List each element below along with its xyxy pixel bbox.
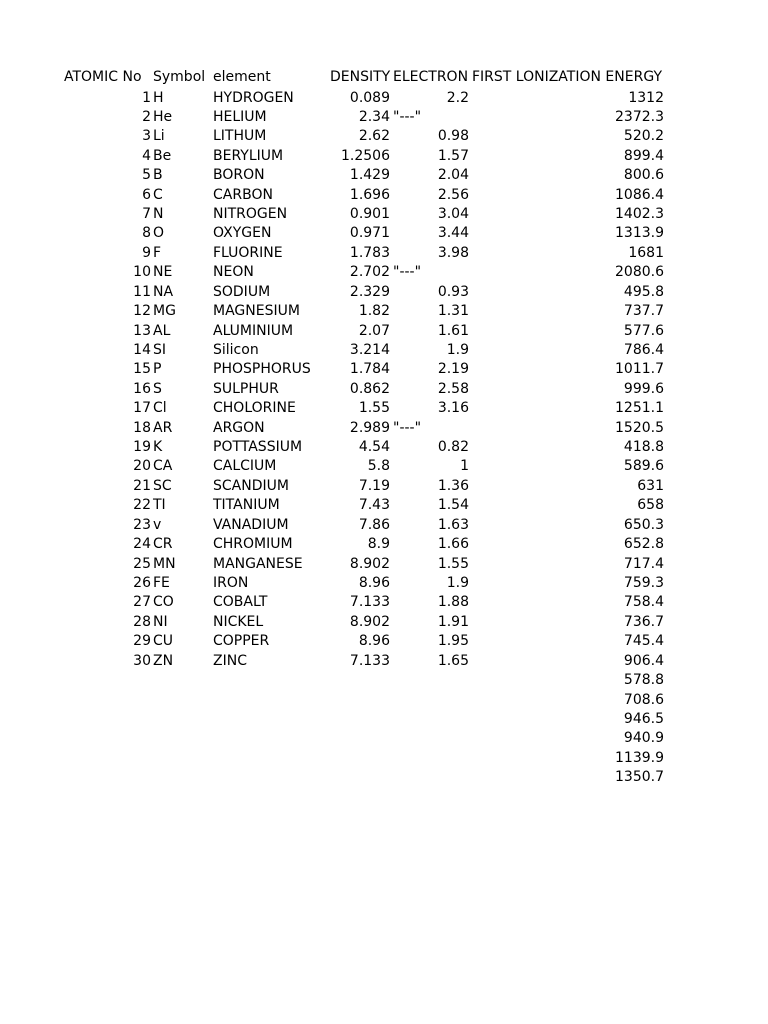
cell-atomic-no: 30 bbox=[133, 652, 151, 669]
cell-atomic-no: 14 bbox=[133, 341, 151, 358]
cell-ionization-energy: 786.4 bbox=[623, 341, 664, 358]
cell-element: MAGNESIUM bbox=[213, 303, 300, 320]
table-row bbox=[0, 283, 768, 302]
cell-atomic-no: 8 bbox=[142, 225, 151, 242]
cell-symbol: Li bbox=[153, 128, 165, 145]
cell-ionization-energy: 577.6 bbox=[623, 322, 664, 339]
cell-density: 8.902 bbox=[349, 613, 390, 630]
cell-density: 7.133 bbox=[349, 652, 390, 669]
cell-symbol: F bbox=[153, 244, 162, 261]
cell-density: 8.902 bbox=[349, 555, 390, 572]
cell-element: ARGON bbox=[213, 419, 265, 436]
cell-electronegativity: 3.44 bbox=[437, 225, 469, 242]
cell-density: 0.862 bbox=[349, 380, 390, 397]
cell-electronegativity: 2.04 bbox=[437, 167, 469, 184]
cell-density: 1.55 bbox=[358, 400, 390, 417]
cell-density: 8.96 bbox=[358, 633, 390, 650]
cell-symbol: NA bbox=[153, 283, 174, 300]
cell-symbol: MN bbox=[153, 555, 176, 572]
cell-ionization-energy: 589.6 bbox=[623, 458, 664, 475]
cell-symbol: He bbox=[153, 108, 173, 125]
cell-atomic-no: 10 bbox=[133, 264, 151, 281]
cell-electronegativity: 0.98 bbox=[437, 128, 469, 145]
cell-ionization-energy: 1313.9 bbox=[615, 225, 664, 242]
table-row bbox=[0, 729, 768, 748]
cell-symbol: K bbox=[153, 439, 163, 456]
cell-electronegativity: 2.19 bbox=[437, 361, 469, 378]
cell-symbol: H bbox=[153, 89, 164, 106]
cell-element: POTTASSIUM bbox=[213, 439, 303, 456]
cell-element: LITHUM bbox=[213, 128, 267, 145]
cell-atomic-no: 23 bbox=[133, 516, 151, 533]
cell-symbol: C bbox=[153, 186, 163, 203]
table-row bbox=[0, 613, 768, 632]
cell-atomic-no: 6 bbox=[142, 186, 151, 203]
cell-atomic-no: 17 bbox=[133, 400, 151, 417]
table-row bbox=[0, 768, 768, 787]
cell-ionization-energy: 1520.5 bbox=[615, 419, 664, 436]
cell-electronegativity: 1.66 bbox=[437, 536, 469, 553]
cell-density: 8.9 bbox=[367, 536, 390, 553]
cell-element: COBALT bbox=[213, 594, 268, 611]
cell-atomic-no: 15 bbox=[133, 361, 151, 378]
cell-element: CARBON bbox=[213, 186, 273, 203]
table-row bbox=[0, 224, 768, 243]
table-row bbox=[0, 108, 768, 127]
cell-ionization-energy: 999.6 bbox=[623, 380, 664, 397]
cell-density: 0.089 bbox=[349, 89, 390, 106]
cell-ionization-energy: 578.8 bbox=[623, 672, 664, 689]
cell-electronegativity: 1.31 bbox=[437, 303, 469, 320]
cell-ionization-energy: 800.6 bbox=[623, 167, 664, 184]
cell-atomic-no: 22 bbox=[133, 497, 151, 514]
cell-atomic-no: 11 bbox=[133, 283, 151, 300]
table-row bbox=[0, 516, 768, 535]
cell-electronegativity: 1.55 bbox=[437, 555, 469, 572]
cell-element: PHOSPHORUS bbox=[213, 361, 311, 378]
cell-atomic-no: 19 bbox=[133, 439, 151, 456]
cell-ionization-energy: 759.3 bbox=[623, 575, 664, 591]
cell-element: ZINC bbox=[213, 652, 247, 669]
cell-ionization-energy: 1681 bbox=[628, 244, 664, 261]
header-atomic-no: ATOMIC No bbox=[64, 69, 142, 85]
cell-atomic-no: 28 bbox=[133, 613, 151, 630]
table-row bbox=[0, 360, 768, 379]
table-row bbox=[0, 127, 768, 146]
table-row bbox=[0, 419, 768, 438]
cell-element: Silicon bbox=[213, 341, 259, 358]
header-ionization-energy: FIRST LONIZATION ENERGY bbox=[472, 69, 663, 85]
table-row bbox=[0, 380, 768, 399]
cell-electronegativity: 1.65 bbox=[437, 652, 469, 669]
cell-atomic-no: 16 bbox=[133, 380, 151, 397]
cell-ionization-energy: 1312 bbox=[628, 89, 664, 106]
cell-electronegativity: 1.9 bbox=[446, 575, 469, 591]
table-row bbox=[0, 496, 768, 515]
cell-electronegativity: 3.98 bbox=[437, 244, 469, 261]
cell-atomic-no: 21 bbox=[133, 477, 151, 494]
cell-density: 7.86 bbox=[358, 516, 390, 533]
table-row bbox=[0, 263, 768, 282]
table-row bbox=[0, 710, 768, 729]
cell-atomic-no: 1 bbox=[142, 89, 151, 106]
table-row bbox=[0, 341, 768, 360]
cell-atomic-no: 18 bbox=[133, 419, 151, 436]
cell-element: BORON bbox=[213, 167, 265, 184]
table-row bbox=[0, 555, 768, 574]
cell-element: COPPER bbox=[213, 633, 270, 650]
cell-element: CALCIUM bbox=[213, 458, 277, 475]
cell-density: 4.54 bbox=[358, 439, 390, 456]
cell-electronegativity: 1.88 bbox=[437, 594, 469, 611]
cell-ionization-energy: 1402.3 bbox=[615, 206, 664, 223]
cell-electronegativity: 3.04 bbox=[437, 206, 469, 223]
cell-density: 2.62 bbox=[358, 128, 390, 145]
cell-ionization-energy: 1086.4 bbox=[615, 186, 664, 203]
cell-ionization-energy: 708.6 bbox=[623, 691, 664, 708]
cell-ionization-energy: 1011.7 bbox=[615, 361, 664, 378]
cell-electronegativity: 1.36 bbox=[437, 477, 469, 494]
cell-symbol: AR bbox=[153, 419, 173, 436]
cell-element: HELIUM bbox=[213, 108, 267, 125]
cell-element: IRON bbox=[213, 575, 249, 591]
cell-element: MANGANESE bbox=[213, 555, 303, 572]
cell-element: TITANIUM bbox=[213, 497, 280, 514]
cell-symbol: FE bbox=[153, 575, 170, 591]
header-density: DENSITY bbox=[330, 69, 391, 85]
cell-electronegativity: 0.82 bbox=[437, 439, 469, 456]
cell-density: 1.429 bbox=[349, 167, 390, 184]
table-row bbox=[0, 652, 768, 671]
cell-symbol: CU bbox=[153, 633, 174, 650]
cell-element: CHROMIUM bbox=[213, 536, 293, 553]
cell-density: 8.96 bbox=[358, 575, 390, 591]
cell-atomic-no: 9 bbox=[142, 244, 151, 261]
cell-atomic-no: 12 bbox=[133, 303, 151, 320]
cell-density: 2.329 bbox=[349, 283, 390, 300]
cell-symbol: O bbox=[153, 225, 165, 242]
cell-element: FLUORINE bbox=[213, 244, 283, 261]
cell-density: 7.133 bbox=[349, 594, 390, 611]
cell-symbol: Be bbox=[153, 147, 172, 164]
cell-ionization-energy: 717.4 bbox=[623, 555, 664, 572]
cell-density: 2.34 bbox=[358, 108, 390, 125]
cell-atomic-no: 20 bbox=[133, 458, 151, 475]
cell-density: 1.2506 bbox=[341, 147, 390, 164]
header-element: element bbox=[213, 69, 271, 85]
cell-density: 1.784 bbox=[349, 361, 390, 378]
cell-density: 7.19 bbox=[358, 477, 390, 494]
cell-electronegativity: 3.16 bbox=[437, 400, 469, 417]
cell-electronegativity: 0.93 bbox=[437, 283, 469, 300]
cell-ionization-energy: 520.2 bbox=[623, 128, 664, 145]
cell-ionization-energy: 1251.1 bbox=[615, 400, 664, 417]
cell-ionization-energy: 940.9 bbox=[623, 730, 664, 747]
cell-electronegativity: 1.57 bbox=[437, 147, 469, 164]
cell-ionization-energy: 758.4 bbox=[623, 594, 664, 611]
cell-atomic-no: 24 bbox=[133, 536, 151, 553]
header-symbol: Symbol bbox=[153, 69, 206, 85]
cell-electronegativity: 1.54 bbox=[437, 497, 469, 514]
table-row bbox=[0, 438, 768, 457]
cell-ionization-energy: 2372.3 bbox=[615, 108, 664, 125]
cell-electronegativity: 1.95 bbox=[437, 633, 469, 650]
cell-atomic-no: 5 bbox=[142, 167, 151, 184]
cell-symbol: NE bbox=[153, 264, 173, 281]
cell-ionization-energy: 899.4 bbox=[623, 147, 664, 164]
cell-symbol: SI bbox=[153, 341, 167, 358]
cell-element: VANADIUM bbox=[213, 516, 289, 533]
cell-ionization-energy: 658 bbox=[637, 497, 664, 514]
table-row bbox=[0, 399, 768, 418]
cell-ionization-energy: 906.4 bbox=[623, 652, 664, 669]
cell-density: 5.8 bbox=[367, 458, 390, 475]
cell-symbol: P bbox=[153, 361, 162, 378]
cell-density: 7.43 bbox=[358, 497, 390, 514]
cell-symbol: Cl bbox=[153, 400, 167, 417]
header-electron: ELECTRON bbox=[393, 69, 469, 85]
cell-element: NICKEL bbox=[213, 613, 264, 630]
cell-density: 2.989 bbox=[349, 419, 390, 436]
table-row bbox=[0, 457, 768, 476]
cell-ionization-energy: 418.8 bbox=[623, 439, 664, 456]
cell-density: 1.82 bbox=[358, 303, 390, 320]
cell-ionization-energy: 495.8 bbox=[623, 283, 664, 300]
cell-ionization-energy: 631 bbox=[637, 477, 664, 494]
cell-electronegativity: "---" bbox=[393, 108, 422, 125]
table-row bbox=[0, 244, 768, 263]
cell-atomic-no: 7 bbox=[142, 206, 151, 223]
cell-symbol: NI bbox=[153, 613, 168, 630]
table-row bbox=[0, 535, 768, 554]
cell-density: 3.214 bbox=[349, 341, 390, 358]
table-row bbox=[0, 89, 768, 108]
cell-symbol: TI bbox=[153, 497, 166, 514]
cell-density: 1.696 bbox=[349, 186, 390, 203]
cell-element: CHOLORINE bbox=[213, 400, 296, 417]
table-row bbox=[0, 147, 768, 166]
cell-symbol: CR bbox=[153, 536, 173, 553]
table-row bbox=[0, 749, 768, 768]
cell-element: SCANDIUM bbox=[213, 477, 289, 494]
cell-atomic-no: 3 bbox=[142, 128, 151, 145]
table-row bbox=[0, 322, 768, 341]
cell-atomic-no: 26 bbox=[133, 575, 151, 591]
cell-symbol: v bbox=[153, 516, 162, 533]
cell-atomic-no: 13 bbox=[133, 322, 151, 339]
cell-density: 0.971 bbox=[349, 225, 390, 242]
cell-ionization-energy: 2080.6 bbox=[615, 264, 664, 281]
cell-symbol: B bbox=[153, 167, 163, 184]
cell-symbol: AL bbox=[153, 322, 171, 339]
cell-electronegativity: "---" bbox=[393, 419, 422, 436]
table-row bbox=[0, 205, 768, 224]
cell-symbol: N bbox=[153, 206, 164, 223]
cell-electronegativity: 2.58 bbox=[437, 380, 469, 397]
cell-ionization-energy: 745.4 bbox=[623, 633, 664, 650]
table-row bbox=[0, 691, 768, 710]
cell-ionization-energy: 946.5 bbox=[623, 710, 664, 727]
cell-ionization-energy: 737.7 bbox=[623, 303, 664, 320]
cell-symbol: CA bbox=[153, 458, 173, 475]
cell-ionization-energy: 1350.7 bbox=[615, 769, 664, 786]
table-row bbox=[0, 574, 768, 593]
table-row bbox=[0, 302, 768, 321]
cell-symbol: S bbox=[153, 380, 162, 397]
cell-ionization-energy: 736.7 bbox=[623, 613, 664, 630]
cell-electronegativity: 1.91 bbox=[437, 613, 469, 630]
cell-element: BERYLIUM bbox=[213, 147, 284, 164]
cell-atomic-no: 25 bbox=[133, 555, 151, 572]
table-row bbox=[0, 671, 768, 690]
cell-electronegativity: "---" bbox=[393, 264, 422, 281]
cell-element: OXYGEN bbox=[213, 225, 272, 242]
cell-electronegativity: 1.63 bbox=[437, 516, 469, 533]
cell-element: SODIUM bbox=[213, 283, 271, 300]
cell-electronegativity: 1.9 bbox=[446, 341, 469, 358]
cell-electronegativity: 1 bbox=[460, 458, 469, 475]
cell-symbol: MG bbox=[153, 303, 176, 320]
cell-ionization-energy: 652.8 bbox=[623, 536, 664, 553]
cell-density: 2.07 bbox=[358, 322, 390, 339]
cell-atomic-no: 4 bbox=[142, 147, 151, 164]
cell-element: ALUMINIUM bbox=[213, 322, 294, 339]
cell-atomic-no: 27 bbox=[133, 594, 151, 611]
cell-ionization-energy: 1139.9 bbox=[615, 749, 664, 766]
cell-symbol: ZN bbox=[153, 652, 174, 669]
table-row bbox=[0, 186, 768, 205]
cell-symbol: CO bbox=[153, 594, 174, 611]
table-row bbox=[0, 632, 768, 651]
cell-density: 2.702 bbox=[349, 264, 390, 281]
cell-density: 1.783 bbox=[349, 244, 390, 261]
cell-electronegativity: 1.61 bbox=[437, 322, 469, 339]
cell-atomic-no: 2 bbox=[142, 108, 151, 125]
cell-element: NEON bbox=[213, 264, 254, 281]
cell-ionization-energy: 650.3 bbox=[623, 516, 664, 533]
cell-element: HYDROGEN bbox=[213, 89, 294, 106]
cell-density: 0.901 bbox=[349, 206, 390, 223]
table-row bbox=[0, 166, 768, 185]
cell-atomic-no: 29 bbox=[133, 633, 151, 650]
header-row bbox=[0, 68, 768, 87]
cell-electronegativity: 2.2 bbox=[446, 89, 469, 106]
cell-element: SULPHUR bbox=[213, 380, 279, 397]
cell-element: NITROGEN bbox=[213, 206, 288, 223]
table-row bbox=[0, 593, 768, 612]
cell-electronegativity: 2.56 bbox=[437, 186, 469, 203]
cell-symbol: SC bbox=[153, 477, 172, 494]
table-row bbox=[0, 477, 768, 496]
